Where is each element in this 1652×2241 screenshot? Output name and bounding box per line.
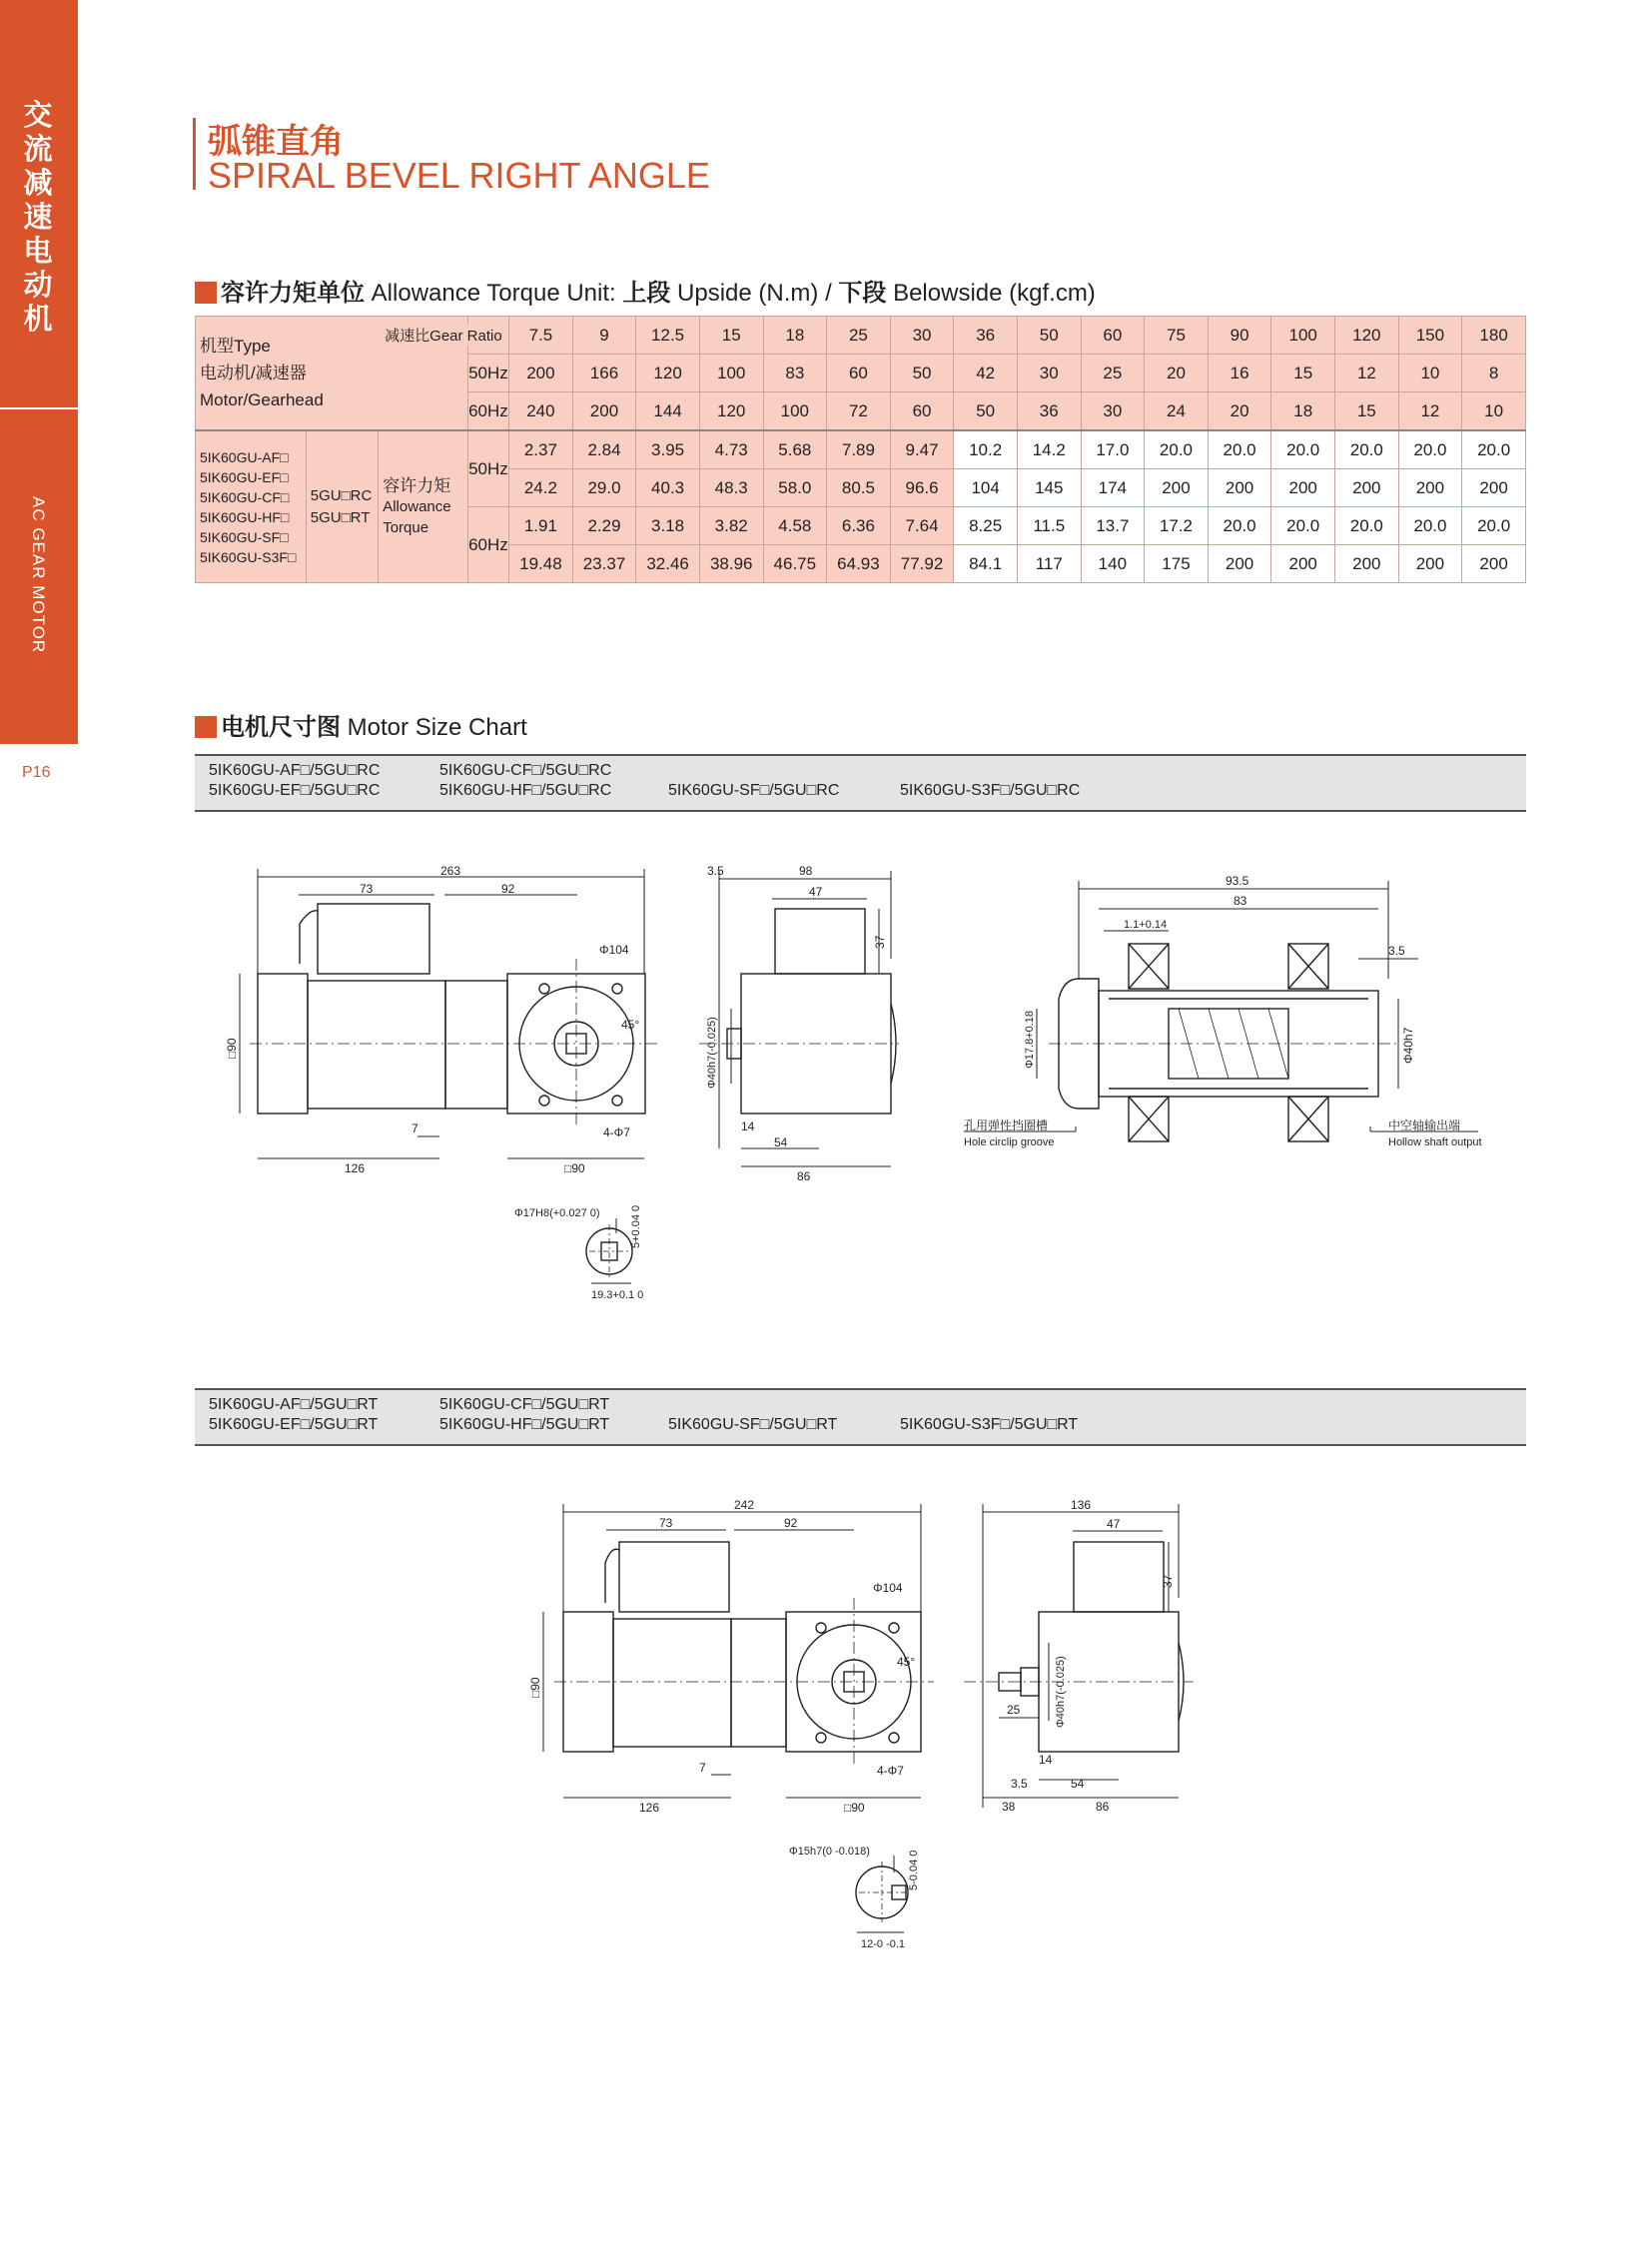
ratio-cell: 7.5 [509, 317, 573, 355]
svg-text:73: 73 [360, 882, 374, 896]
side-title-en: AC GEAR MOTOR [29, 496, 48, 654]
page-title-cn: 弧锥直角 [208, 122, 344, 162]
svg-text:4-Φ7: 4-Φ7 [877, 1764, 904, 1778]
svg-text:7: 7 [412, 1121, 418, 1135]
hz50-label: 50Hz [467, 355, 508, 392]
svg-text:47: 47 [1107, 1517, 1121, 1531]
svg-text:□90: □90 [528, 1677, 542, 1698]
motor-list: 5IK60GU-AF□ 5IK60GU-EF□ 5IK60GU-CF□ 5IK60GU-HF□ 5IK60GU-SF□ 5IK60GU-S3F□ [196, 430, 307, 583]
rc-side-view [240, 869, 659, 1158]
svg-text:3.5: 3.5 [1388, 944, 1405, 958]
svg-text:37: 37 [873, 935, 887, 949]
svg-text:19.3+0.1 0: 19.3+0.1 0 [591, 1289, 644, 1301]
svg-text:92: 92 [784, 1516, 798, 1530]
svg-text:126: 126 [345, 1161, 366, 1175]
svg-text:孔用弹性挡圈槽: 孔用弹性挡圈槽 [964, 1119, 1049, 1132]
svg-text:Φ40h7(-0.025): Φ40h7(-0.025) [706, 1017, 718, 1089]
svg-text:Φ15h7(0 -0.018): Φ15h7(0 -0.018) [789, 1846, 870, 1858]
svg-text:54: 54 [774, 1135, 788, 1149]
model-band-rc: 5IK60GU-AF□/5GU□RC 5IK60GU-CF□/5GU□RC 5IK60GU-EF□/5GU□RC 5IK60GU-HF□/5GU□RC 5IK60GU-SF□/5GU□RC 5IK60GU-S3F□/5GU□RC [195, 754, 1526, 812]
svg-text:136: 136 [1071, 1498, 1092, 1512]
svg-text:37: 37 [1161, 1574, 1175, 1588]
svg-text:Φ104: Φ104 [599, 943, 629, 957]
svg-text:1.1+0.14: 1.1+0.14 [1124, 919, 1168, 931]
svg-text:Φ17H8(+0.027 0): Φ17H8(+0.027 0) [514, 1207, 600, 1219]
svg-text:73: 73 [659, 1516, 673, 1530]
size-section-title: 电机尺寸图 Motor Size Chart [195, 707, 527, 742]
svg-text:5-0.04 0: 5-0.04 0 [908, 1850, 920, 1890]
torque-section-title: 容许力矩单位 Allowance Torque Unit: 上段 Upside (N.m) / 下段 Belowside (kgf.cm) [195, 273, 1096, 308]
torque-table: 机型Type 电动机/减速器 Motor/Gearhead 减速比Gear Ratio 7.5 9 12.5 15 18 25 30 36 50 60 75 90 100 120 150 180 50Hz 200 166 120 100 83 60 50 42 30 25 20 16 15 12 10 8 60Hz 240 200 144 120 100 72 60 50 36 30 24 20 18 15 12 10 5IK60GU-AF□ 5IK60GU-EF□ 5IK60GU-CF□ 5IK60GU-HF□ 5IK60GU-SF□ 5IK60GU-S3F□ 5GU□RC 5GU□RT 容许力矩 Allowance Torque 50Hz 2.37 2.84 3.95 4.73 5.68 7.89 9.47 10.2 14.2 17.0 20.0 20.0 20.0 20.0 20.0 20.0 24.2 29.0 40.3 48.3 58.0 80.5 96.6 104 145 174 200 200 200 200 200 200 60Hz 1.91 2.29 3.18 3.82 4.58 6.36 7.64 8.25 11.5 13.7 17.2 20.0 20.0 20.0 20.0 20.0 19.48 23.37 32.46 38.96 46.75 64.93 77.92 84.1 117 140 175 200 200 200 200 200 [195, 316, 1526, 583]
svg-text:45°: 45° [897, 1655, 916, 1669]
gearhead-list: 5GU□RC 5GU□RT [306, 430, 378, 583]
svg-text:86: 86 [797, 1169, 811, 1183]
svg-text:25: 25 [1007, 1703, 1021, 1717]
page-title-en: SPIRAL BEVEL RIGHT ANGLE [208, 155, 710, 196]
svg-text:□90: □90 [225, 1038, 239, 1059]
svg-text:86: 86 [1096, 1800, 1110, 1814]
svg-text:4-Φ7: 4-Φ7 [603, 1125, 630, 1139]
type-header: 机型Type 电动机/减速器 Motor/Gearhead [196, 317, 468, 431]
svg-text:Φ40h7: Φ40h7 [1401, 1027, 1415, 1064]
svg-text:45°: 45° [621, 1018, 640, 1032]
svg-text:54: 54 [1071, 1777, 1085, 1791]
svg-text:3.5: 3.5 [1011, 1777, 1028, 1791]
ratio-header: 减速比Gear Ratio [467, 317, 508, 355]
svg-text:Φ40h7(-0.025): Φ40h7(-0.025) [1055, 1656, 1067, 1728]
side-title-cn: 交流减速电动机 [23, 98, 53, 336]
svg-text:38: 38 [1002, 1800, 1016, 1814]
hz60-label: 60Hz [467, 392, 508, 431]
model-band-rt: 5IK60GU-AF□/5GU□RT 5IK60GU-CF□/5GU□RT 5IK60GU-EF□/5GU□RT 5IK60GU-HF□/5GU□RT 5IK60GU-SF□/5GU□RT 5IK60GU-S3F□/5GU□RT [195, 1388, 1526, 1446]
svg-text:47: 47 [809, 885, 823, 899]
svg-text:□90: □90 [564, 1161, 585, 1175]
svg-text:5+0.04 0: 5+0.04 0 [630, 1204, 642, 1248]
svg-text:12-0 -0.1: 12-0 -0.1 [861, 1938, 906, 1950]
svg-text:92: 92 [501, 882, 515, 896]
svg-text:83: 83 [1234, 894, 1247, 908]
svg-text:14: 14 [741, 1120, 755, 1133]
svg-text:242: 242 [734, 1498, 755, 1512]
svg-text:Hollow shaft output: Hollow shaft output [1388, 1136, 1482, 1148]
svg-text:Φ17.8+0.18: Φ17.8+0.18 [1024, 1010, 1036, 1069]
torque-label: 容许力矩 Allowance Torque [379, 430, 468, 583]
svg-text:中空轴输出端: 中空轴输出端 [1388, 1119, 1461, 1132]
svg-text:98: 98 [799, 864, 813, 878]
svg-text:93.5: 93.5 [1226, 874, 1249, 888]
page-number: P16 [22, 764, 51, 781]
svg-text:126: 126 [639, 1801, 660, 1815]
dim-label: 263 [440, 864, 461, 878]
svg-text:7: 7 [699, 1761, 706, 1775]
svg-text:14: 14 [1039, 1753, 1053, 1767]
svg-text:3.5: 3.5 [707, 864, 724, 878]
svg-text:□90: □90 [844, 1801, 865, 1815]
svg-text:Φ104: Φ104 [873, 1581, 903, 1595]
svg-text:Hole circlip groove: Hole circlip groove [964, 1136, 1055, 1148]
